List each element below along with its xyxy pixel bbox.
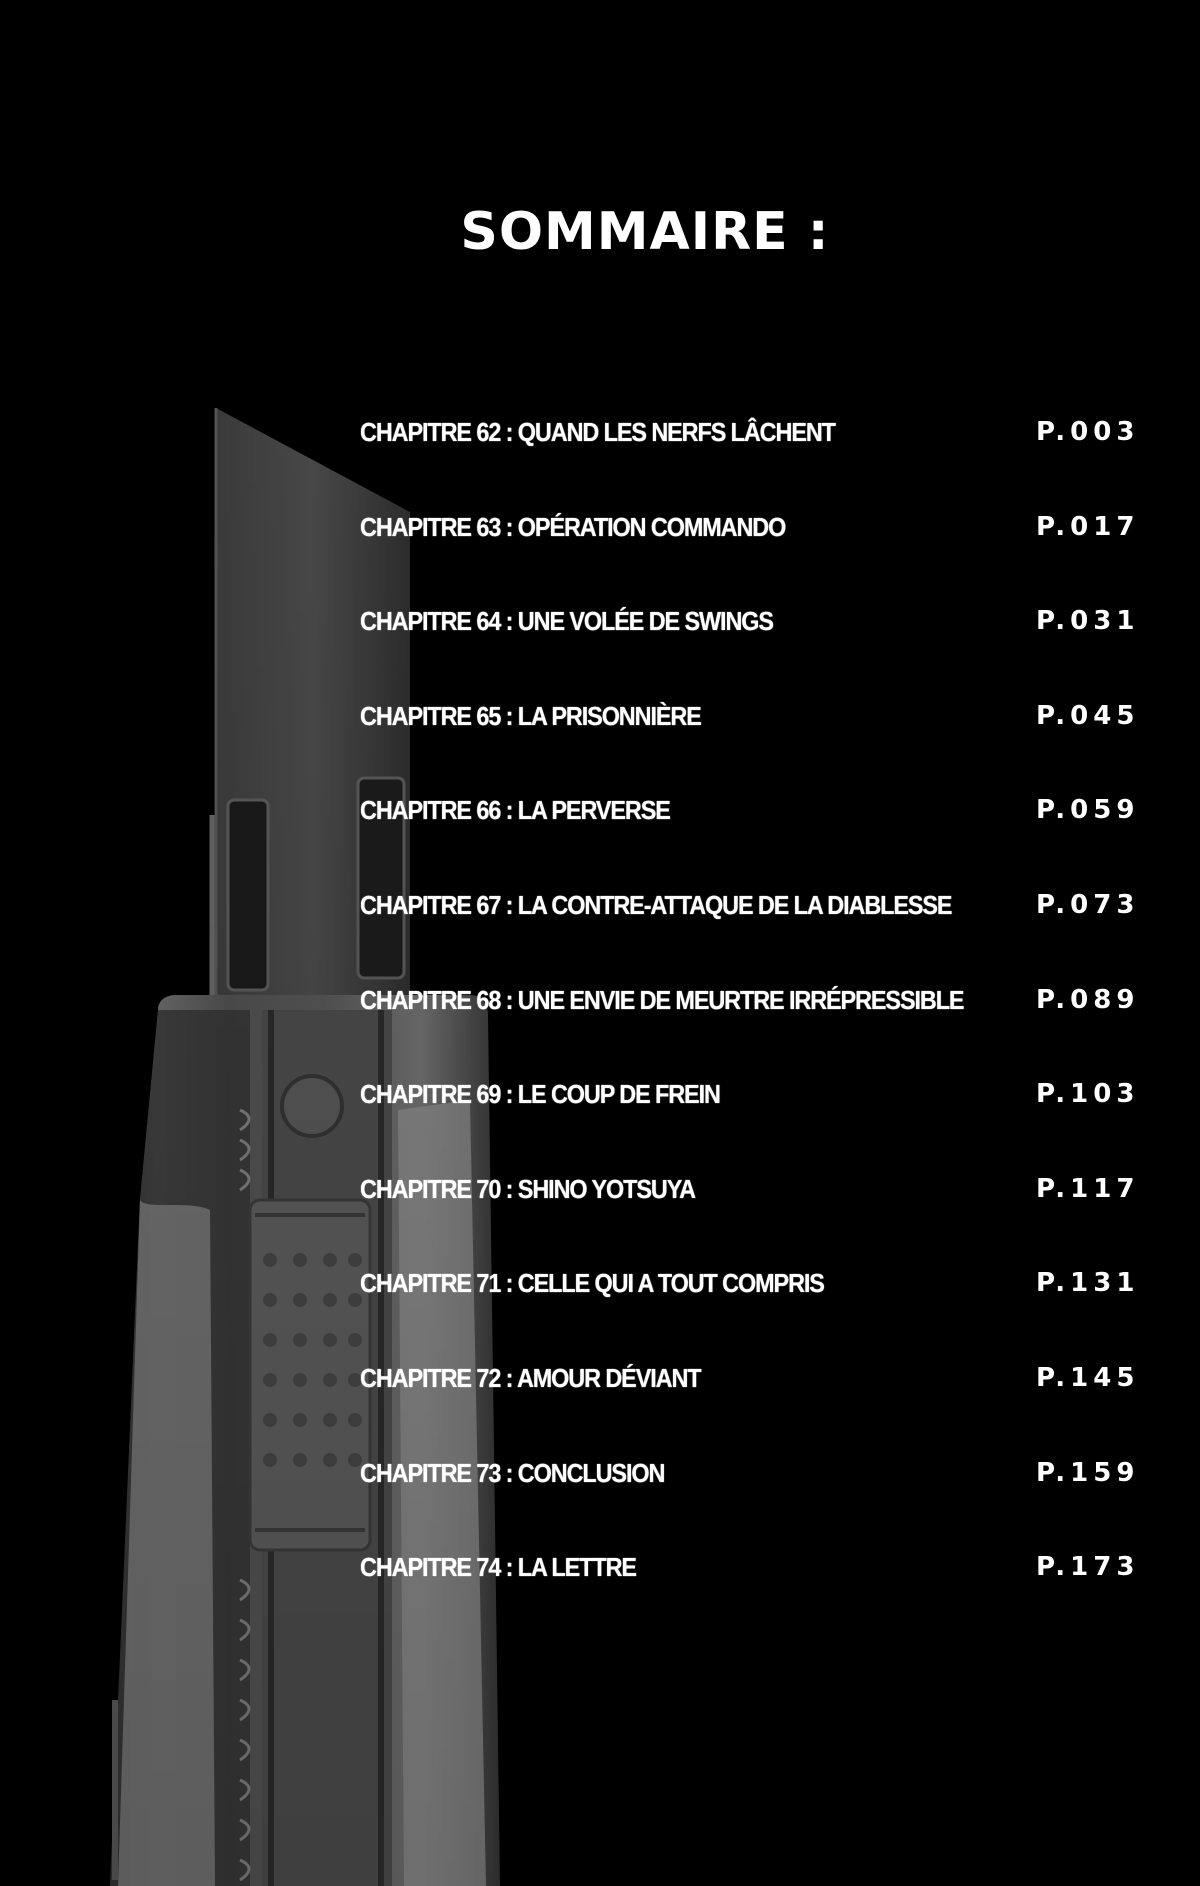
- toc-entry: [360, 1449, 1140, 1544]
- toc-entry: [360, 976, 1140, 1071]
- page-number: P.073: [1036, 889, 1140, 920]
- chapter-title: CHAPITRE 69 : LE COUP DE FREIN: [360, 1079, 720, 1110]
- toc-entry: [360, 1543, 1140, 1638]
- chapter-title: CHAPITRE 70 : SHINO YOTSUYA: [360, 1173, 695, 1204]
- chapter-title: CHAPITRE 67 : LA CONTRE-ATTAQUE DE LA DIABLESSE: [360, 889, 952, 920]
- chapter-title: CHAPITRE 62 : QUAND LES NERFS LÂCHENT: [360, 417, 835, 447]
- page-number: P.017: [1036, 511, 1140, 542]
- chapter-title: CHAPITRE 72 : AMOUR DÉVIANT: [360, 1362, 701, 1393]
- chapter-title: CHAPITRE 73 : CONCLUSION: [360, 1457, 665, 1488]
- chapter-title: CHAPITRE 74 : LA LETTRE: [360, 1552, 636, 1583]
- page-number: P.059: [1036, 795, 1140, 826]
- toc-entry: [360, 408, 1140, 503]
- page-title: SOMMAIRE :: [460, 202, 830, 262]
- chapter-title: CHAPITRE 63 : OPÉRATION COMMANDO: [360, 511, 786, 542]
- toc-entry: [360, 1070, 1140, 1165]
- chapter-title: CHAPITRE 65 : LA PRISONNIÈRE: [360, 700, 701, 731]
- page-number: P.159: [1036, 1457, 1140, 1488]
- toc-entry: [360, 1354, 1140, 1449]
- toc-entry: [360, 692, 1140, 787]
- page-number: P.145: [1036, 1362, 1140, 1393]
- toc-entry: [360, 1259, 1140, 1354]
- chapter-title: CHAPITRE 66 : LA PERVERSE: [360, 795, 670, 826]
- chapter-title: CHAPITRE 68 : UNE ENVIE DE MEURTRE IRRÉPRESSIBLE: [360, 984, 964, 1015]
- page-number: P.003: [1036, 417, 1140, 447]
- chapter-title: CHAPITRE 64 : UNE VOLÉE DE SWINGS: [360, 606, 773, 637]
- chapter-title: CHAPITRE 71 : CELLE QUI A TOUT COMPRIS: [360, 1268, 824, 1299]
- page-number: P.045: [1036, 700, 1140, 731]
- page-number: P.117: [1036, 1173, 1140, 1204]
- page-number: P.173: [1036, 1552, 1140, 1583]
- toc-entry: [360, 881, 1140, 976]
- toc-entry: [360, 1165, 1140, 1260]
- page-number: P.103: [1036, 1079, 1140, 1110]
- toc-entry: [360, 786, 1140, 881]
- toc-entry: [360, 597, 1140, 692]
- page-number: P.089: [1036, 984, 1140, 1015]
- page-number: P.031: [1036, 606, 1140, 637]
- page-number: P.131: [1036, 1268, 1140, 1299]
- table-of-contents: [360, 408, 1140, 1638]
- toc-entry: [360, 503, 1140, 598]
